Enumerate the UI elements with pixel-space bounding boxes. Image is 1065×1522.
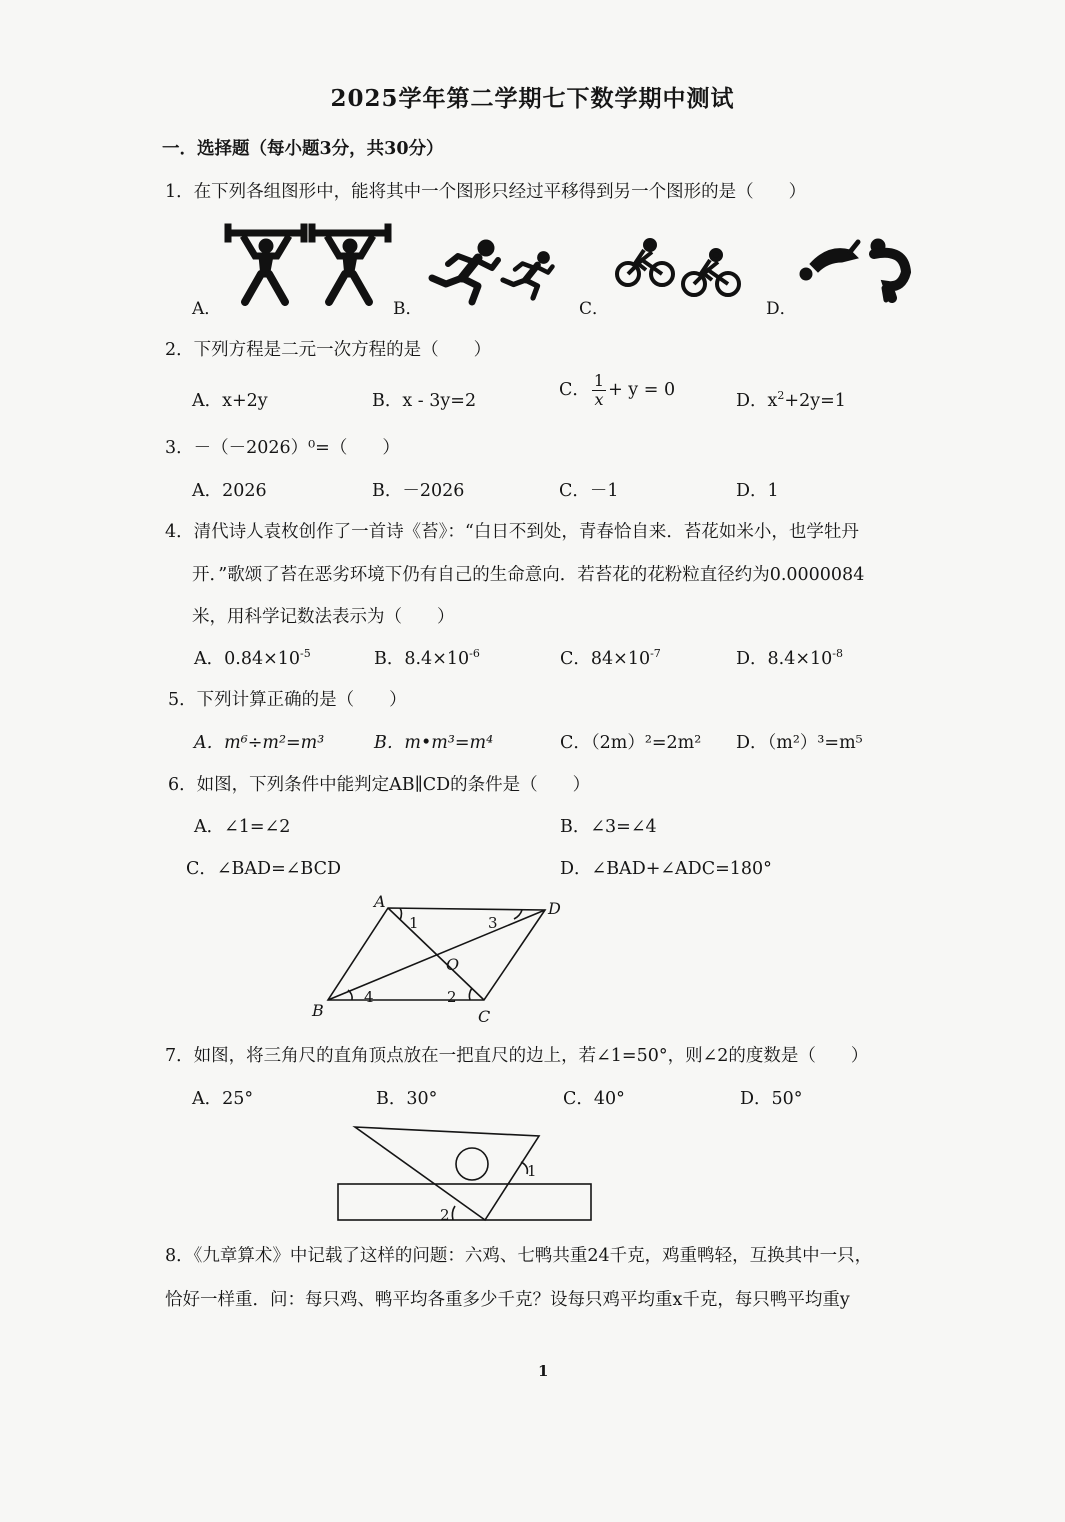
q1-label-b: B． bbox=[393, 299, 423, 319]
q4-option-a bbox=[194, 645, 311, 670]
angle-4-label: 4 bbox=[364, 988, 374, 1006]
point-a-label: A bbox=[374, 892, 386, 911]
q3-option-b: B．－2026 bbox=[372, 481, 465, 501]
cyclist-icons bbox=[614, 240, 749, 305]
runner-icon bbox=[503, 252, 553, 299]
angle-3-label: 3 bbox=[488, 914, 498, 932]
q2-option-c bbox=[559, 373, 675, 408]
ruler bbox=[338, 1184, 591, 1220]
q4-line-2: 开．”歌颂了苔在恶劣环境下仍有自己的生命意向．若苔花的花粉粒直径约为0.0000084 bbox=[192, 565, 865, 585]
angle-1-label: 1 bbox=[527, 1162, 537, 1180]
q8-line-1: 8．《九章算术》中记载了这样的问题：六鸡、七鸭共重24千克，鸡重鸭轻，互换其中一只， bbox=[165, 1246, 873, 1266]
q8-line-2: 恰好一样重．问：每只鸡、鸭平均各重多少千克？设每只鸡平均重x千克，每只鸭平均重y bbox=[165, 1290, 850, 1310]
q4-option-c-base: C．84×10 bbox=[560, 649, 651, 669]
diver-icon bbox=[871, 239, 906, 300]
q4-option-b bbox=[374, 645, 480, 670]
cyclist-icon bbox=[617, 240, 673, 285]
q7-ruler-triangle-figure bbox=[333, 1122, 598, 1227]
q3-stem: 3．－（－2026）⁰=（ ） bbox=[165, 438, 400, 458]
q4-option-d-exp: -8 bbox=[832, 647, 844, 661]
q2-option-d-exponent: 2 bbox=[777, 389, 785, 403]
q4-option-b-base: B．8.4×10 bbox=[374, 649, 470, 669]
angle-2-label: 2 bbox=[447, 988, 457, 1006]
q7-option-a: A．25° bbox=[192, 1089, 254, 1109]
exam-title: 2025学年第二学期七下数学期中测试 bbox=[330, 85, 735, 112]
q7-stem: 7．如图，将三角尺的直角顶点放在一把直尺的边上，若∠1=50°，则∠2的度数是（ ） bbox=[165, 1046, 869, 1066]
q5-option-c: C．（2m）²=2m² bbox=[560, 733, 702, 753]
diagonal-ac bbox=[388, 908, 484, 1000]
q2-option-a: A．x+2y bbox=[192, 391, 268, 411]
q2-option-d bbox=[736, 387, 846, 412]
q6-parallelogram-figure bbox=[300, 888, 580, 1028]
q4-option-c bbox=[560, 645, 661, 670]
section-heading: 一．选择题（每小题3分，共30分） bbox=[162, 139, 444, 159]
q1-stem: 1．在下列各组图形中，能将其中一个图形只经过平移得到另一个图形的是（ ） bbox=[165, 182, 807, 202]
q6-option-b: B．∠3=∠4 bbox=[560, 817, 657, 837]
q7-option-c: C．40° bbox=[563, 1089, 625, 1109]
point-o-label: O bbox=[446, 955, 460, 974]
q4-option-b-exp: -6 bbox=[469, 647, 480, 661]
q1-label-d: D． bbox=[766, 299, 797, 319]
q2-option-c-rest: + y = 0 bbox=[608, 380, 676, 400]
q4-option-a-exp: -5 bbox=[300, 647, 311, 661]
angle-2-label: 2 bbox=[440, 1206, 450, 1224]
fraction-numerator: 1 bbox=[593, 371, 605, 390]
angle-3-arc bbox=[514, 910, 522, 919]
q6-stem: 6．如图，下列条件中能判定AB∥CD的条件是（ ） bbox=[168, 775, 591, 795]
weightlifter-icon bbox=[309, 224, 391, 302]
weightlifter-icon bbox=[225, 224, 307, 302]
q1-label-a: A． bbox=[192, 299, 222, 319]
q2-option-c-label: C． bbox=[559, 380, 590, 400]
runner-icons bbox=[428, 238, 558, 308]
q2-option-b: B．x - 3y=2 bbox=[372, 391, 477, 411]
q3-option-d: D．1 bbox=[736, 481, 779, 501]
q5-option-d: D．（m²）³=m⁵ bbox=[736, 733, 863, 753]
runner-icon bbox=[432, 240, 498, 302]
diver-icon bbox=[800, 242, 858, 280]
q3-option-c: C．－1 bbox=[559, 481, 619, 501]
set-square-hole bbox=[456, 1148, 488, 1180]
q3-option-a: A．2026 bbox=[192, 481, 267, 501]
q4-line-3: 米，用科学记数法表示为（ ） bbox=[192, 607, 455, 627]
q6-option-a: A．∠1=∠2 bbox=[194, 817, 291, 837]
angle-2-arc bbox=[469, 988, 472, 1000]
q4-line-1: 4．清代诗人袁枚创作了一首诗《苔》：“白日不到处，青春恰自来．苔花如米小，也学牡丹 bbox=[165, 522, 859, 542]
angle-1-label: 1 bbox=[409, 914, 419, 932]
page-number: 1 bbox=[538, 1362, 549, 1380]
q2-option-d-label: D． bbox=[736, 391, 768, 411]
q5-option-b: B．m•m³=m⁴ bbox=[374, 733, 494, 753]
point-b-label: B bbox=[312, 1001, 324, 1020]
q6-option-d: D．∠BAD+∠ADC=180° bbox=[560, 859, 772, 879]
q2-option-d-rest: +2y=1 bbox=[784, 391, 846, 411]
q5-option-a: A．m⁶÷m²=m³ bbox=[194, 733, 325, 753]
q2-option-d-base: x bbox=[767, 391, 778, 411]
fraction-denominator: x bbox=[594, 390, 604, 409]
diver-icons bbox=[798, 238, 913, 306]
q5-stem: 5．下列计算正确的是（ ） bbox=[168, 690, 407, 710]
q4-option-c-exp: -7 bbox=[650, 647, 661, 661]
q4-option-d bbox=[736, 645, 843, 670]
angle-1-arc bbox=[400, 908, 402, 920]
angle-4-arc bbox=[348, 990, 352, 1000]
point-d-label: D bbox=[548, 899, 561, 918]
q2-stem: 2．下列方程是二元一次方程的是（ ） bbox=[165, 340, 492, 360]
point-c-label: C bbox=[478, 1007, 491, 1026]
q7-option-d: D．50° bbox=[740, 1089, 803, 1109]
cyclist-icon bbox=[683, 250, 739, 295]
weightlifter-icons bbox=[225, 222, 395, 307]
q6-option-c: C．∠BAD=∠BCD bbox=[186, 859, 342, 879]
q7-option-b: B．30° bbox=[376, 1089, 438, 1109]
q4-option-a-base: A．0.84×10 bbox=[194, 649, 301, 669]
q1-label-c: C． bbox=[579, 299, 610, 319]
angle-2-arc bbox=[452, 1206, 455, 1220]
q4-option-d-base: D．8.4×10 bbox=[736, 649, 833, 669]
fraction bbox=[592, 373, 606, 408]
